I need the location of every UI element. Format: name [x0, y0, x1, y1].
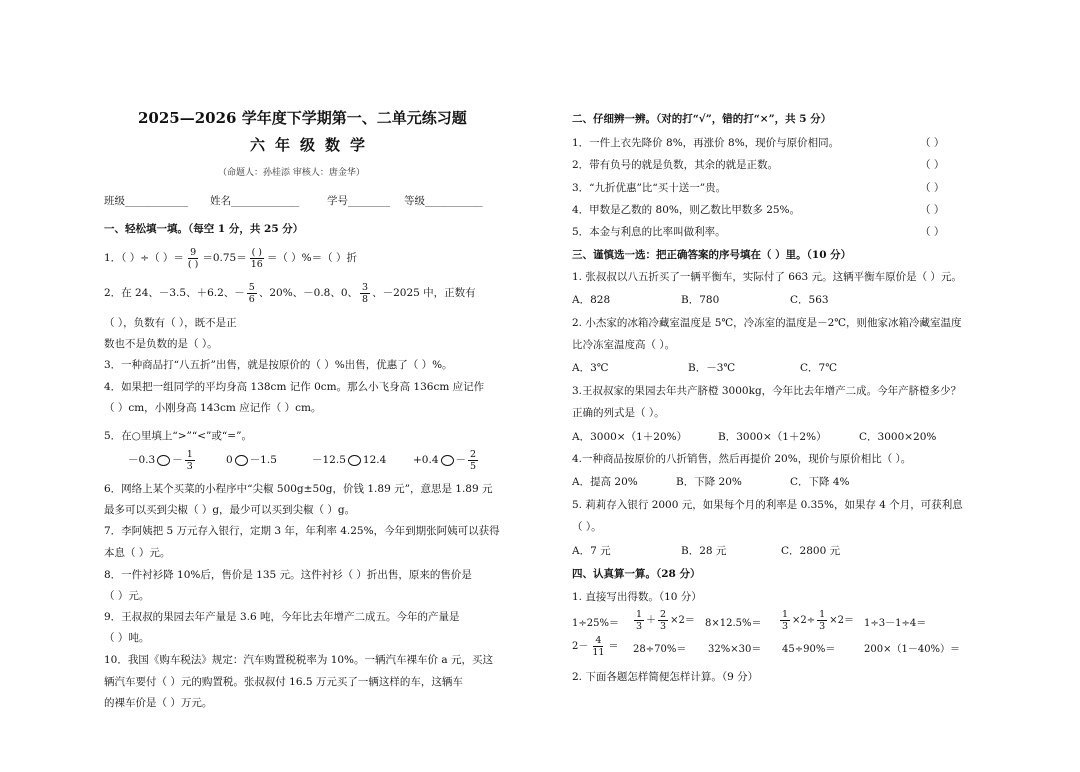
exam-title: 2025—2026 学年度下学期第一、二单元练习题: [138, 109, 467, 127]
choice-4-option-a[interactable]: A．提高 20%: [572, 476, 638, 488]
question-4-line-2: （ ）cm，小刚身高 143cm 应记作（ ）cm。: [104, 402, 322, 414]
calc-2-1-tail: ＝: [608, 641, 619, 652]
choice-3-option-a[interactable]: A．3000×（1＋20%）: [572, 431, 688, 443]
q2-fraction-1: [247, 282, 257, 305]
calc-1-4-tail: ×2＝: [829, 615, 854, 626]
q2-fraction-2: [360, 282, 370, 305]
section-3-heading: 三、谨慎选一选：把正确答案的序号填在（ ）里。（10 分）: [572, 249, 852, 261]
q5-item-1-denominator: 3: [186, 460, 193, 472]
question-8-line-1: 8．一件衬衫降 10%后，售价是 135 元。这件衬衫（ ）折出售，原来的售价是: [104, 569, 472, 581]
q5-item-2-left: 0: [226, 454, 233, 466]
calc-2-1-den: 11: [592, 647, 605, 658]
q5-item-4-numerator: 2: [470, 448, 477, 460]
choice-3-option-b[interactable]: B．3000×（1＋2%）: [718, 431, 827, 443]
q5-item-1-numerator: 1: [186, 448, 193, 460]
choice-4: 4.一种商品按原价的八折销售，然后再提价 20%，现价与原价相比（ ）。: [572, 453, 912, 465]
calc-2-1-fraction: [590, 635, 606, 658]
exam-subject: 六年级数学: [250, 136, 376, 154]
calc-1-2-fraction-b: [658, 609, 668, 632]
choice-2-line-2: 比冷冻室温度高（ ）。: [572, 339, 676, 351]
question-5: 5．在○里填上“>”“<”或“=”。: [104, 430, 252, 442]
tf-answer-4[interactable]: （ ）: [920, 204, 945, 216]
q5-item-1: [128, 445, 197, 475]
calc-1-3: 8×12.5%＝: [705, 618, 762, 629]
q2-f2-numerator: 3: [362, 281, 369, 293]
calc-1-2-tail: ×2＝: [670, 615, 695, 626]
tf-answer-2[interactable]: （ ）: [920, 159, 945, 171]
q1-part-c: ＝（ ）%＝（ ）折: [266, 252, 357, 264]
calc-1-2: $\frac{1}{3}$ ＋ $\frac{2}{3}$ ×2＝: [636, 609, 695, 632]
question-7-line-1: 7．李阿姨把 5 万元存入银行，定期 3 年，年利率 4.25%，今年到期张阿姨可以获得: [104, 525, 500, 537]
calc-1-4-mid: ×2÷: [792, 615, 816, 626]
tf-item-4: 4．甲数是乙数的 80%，则乙数比甲数多 25%。: [572, 204, 801, 216]
choice-1-option-c[interactable]: C．563: [790, 294, 829, 306]
q5-item-3: [312, 445, 386, 475]
q5-item-1-fraction: [185, 449, 195, 472]
question-9-line-2: （ ）吨。: [104, 632, 150, 644]
calc-1-4-fraction-b: [817, 609, 827, 632]
compare-circle[interactable]: [235, 455, 248, 466]
question-8-line-2: （ ）元。: [104, 590, 150, 602]
q1-f2-numerator: ( ): [251, 246, 262, 258]
calc-1-5: 1÷3－1÷4＝: [864, 618, 927, 629]
tf-item-5: 5．本金与利息的比率叫做利率。: [572, 226, 726, 238]
calc-2-1-pre: 2－: [572, 641, 589, 652]
section-4-heading: 四、认真算一算。（28 分）: [572, 568, 701, 580]
calc-part-1-heading: 1. 直接写出得数。（10 分）: [572, 591, 702, 603]
q5-item-2: [226, 445, 277, 475]
choice-1: 1. 张叔叔以八五折买了一辆平衡车，实际付了 663 元。这辆平衡车原价是（ ）元。: [572, 271, 962, 283]
tf-item-1: 1．一件上衣先降价 8%，再涨价 8%，现价与原价相同。: [572, 137, 840, 149]
calc-2-1-num: 4: [595, 635, 602, 646]
tf-answer-5[interactable]: （ ）: [920, 226, 945, 238]
choice-5-line-2: （ ）。: [572, 521, 602, 533]
choice-2-line-1: 2. 小杰家的冰箱冷藏室温度是 5℃，冷冻室的温度是－2℃，则他家冰箱冷藏室温度: [572, 317, 962, 329]
calc-1-1: 1÷25%＝: [572, 618, 619, 629]
choice-5-option-c[interactable]: C．2800 元: [781, 545, 841, 557]
question-6-line-1: 6．网络上某个买菜的小程序中“尖椒 500g±50g，价钱 1.89 元”，意思是 1.89 元: [104, 483, 493, 495]
calc-1-4-fa-den: 3: [782, 621, 789, 632]
compare-circle[interactable]: [348, 455, 361, 466]
question-2: [104, 278, 476, 308]
choice-3-line-2: 正确的列式是（ ）。: [572, 407, 665, 419]
choice-5-option-a[interactable]: A．7 元: [572, 545, 611, 557]
calc-2-4: 45÷90%＝: [782, 644, 836, 655]
choice-3-line-1: 3.王叔叔家的果园去年共产脐橙 3000kg，今年比去年增产二成。今年产脐橙多少？: [572, 385, 962, 397]
calc-1-2-fb-den: 3: [660, 621, 667, 632]
calc-2-5: 200×（1－40%）＝: [864, 644, 961, 655]
field-grade[interactable]: 等级___________: [404, 195, 483, 207]
choice-2-option-a[interactable]: A．3℃: [572, 362, 609, 374]
field-class[interactable]: 班级____________: [104, 195, 188, 207]
section-2-heading: 二、仔细辨一辨。（对的打“√”，错的打“×”，共 5 分）: [572, 113, 832, 125]
calc-1-2-fraction-a: [634, 609, 644, 632]
calc-1-2-fb-num: 2: [660, 609, 667, 620]
q2-f2-denominator: 8: [362, 293, 369, 305]
q2-part-c: 、－2025 中，正数有: [372, 287, 476, 299]
calc-1-4-fa-num: 1: [782, 609, 789, 620]
question-4-line-1: 4．如果把一组同学的平均身高 138cm 记作 0cm。那么小飞身高 136cm 应记作: [104, 381, 485, 393]
question-6-line-2: 最多可以买到尖椒（ ）g，最少可以买到尖椒（ ）g。: [104, 504, 356, 516]
compare-circle[interactable]: [157, 455, 170, 466]
choice-1-option-b[interactable]: B．780: [681, 294, 720, 306]
tf-item-2: 2．带有负号的就是负数，其余的就是正数。: [572, 159, 779, 171]
calc-1-4: [778, 606, 854, 636]
calc-1-4-fb-num: 1: [819, 609, 826, 620]
question-10-line-3: 的裸车价是（ ）万元。: [104, 697, 213, 709]
question-3: 3．一种商品打“八五折”出售，就是按原价的（ ）%出售，优惠了（ ）%。: [104, 359, 453, 371]
q1-f2-denominator: 16: [250, 258, 263, 270]
calc-2-3: 32%×30＝: [708, 644, 762, 655]
q5-item-3-right: 12.4: [362, 454, 387, 466]
tf-answer-1[interactable]: （ ）: [920, 137, 945, 149]
q5-item-3-left: －12.5: [312, 454, 346, 466]
question-2-line-2: （ ），负数有（ ），既不是正: [104, 317, 237, 329]
question-10-line-1: 10．我国《购车税法》规定：汽车购置税税率为 10%。一辆汽车裸车价 a 元，买这: [104, 654, 493, 666]
calc-2-1: [572, 632, 618, 662]
choice-3-option-c[interactable]: C．3000×20%: [859, 431, 937, 443]
choice-5-line-1: 5. 莉莉存入银行 2000 元，如果每个月的利率是 0.35%，如果存 4 个月，可获利息: [572, 499, 963, 511]
question-7-line-2: 本息（ ）元。: [104, 547, 171, 559]
question-1: [104, 243, 357, 273]
question-9-line-1: 9．王叔叔的果园去年产量是 3.6 吨，今年比去年增产二成五。今年的产量是: [104, 611, 460, 623]
choice-2-option-b[interactable]: B．－3℃: [688, 362, 736, 374]
choice-4-option-b[interactable]: B．下降 20%: [676, 476, 742, 488]
tf-answer-3[interactable]: （ ）: [920, 182, 945, 194]
calc-2-2: 28÷70%＝: [633, 644, 687, 655]
q5-item-4-left: +0.4: [413, 454, 439, 466]
q1-part-a: 1．（ ）÷（ ）＝: [104, 252, 184, 264]
q2-part-b: 、20%、－0.8、0、: [258, 287, 359, 299]
calc-part-2-heading: 2. 下面各题怎样简便怎样计算。（9 分）: [572, 671, 759, 683]
q1-fraction-2: [249, 247, 265, 270]
calc-1-4-fraction-a: [780, 609, 790, 632]
choice-4-option-c[interactable]: C．下降 4%: [790, 476, 850, 488]
q2-part-a: 2．在 24、－3.5、＋6.2、－: [104, 287, 245, 299]
question-10-line-2: 辆汽车要付（ ）元的购置税。张叔叔付 16.5 万元买了一辆这样的车，这辆车: [104, 676, 463, 688]
calc-1-2-fa-num: 1: [636, 609, 643, 620]
q5-item-4: [413, 445, 480, 475]
q5-item-4-sign: －: [455, 454, 466, 466]
exam-authors: （命题人：孙桂添 审核人：唐金华）: [218, 168, 365, 178]
tf-item-3: 3．“九折优惠”比“买十送一”贵。: [572, 182, 727, 194]
q5-item-1-left: －0.3: [128, 454, 156, 466]
q1-f1-denominator: ( ): [187, 258, 199, 270]
compare-circle[interactable]: [441, 455, 454, 466]
field-name[interactable]: 姓名_____________: [210, 195, 300, 207]
q5-item-4-fraction: [468, 449, 478, 472]
calc-1-2-fa-den: 3: [636, 621, 643, 632]
q5-item-2-right: －1.5: [249, 454, 277, 466]
section-1-heading: 一、轻松填一填。（每空 1 分，共 25 分）: [104, 223, 304, 235]
calc-1-4-fb-den: 3: [819, 621, 826, 632]
choice-2-option-c[interactable]: C．7℃: [800, 362, 837, 374]
field-number[interactable]: 学号________: [327, 195, 390, 207]
q1-part-b: ＝0.75＝: [202, 252, 247, 264]
choice-1-option-a[interactable]: A．828: [572, 294, 611, 306]
q5-item-4-denominator: 5: [470, 460, 477, 472]
q5-item-1-sign: －: [172, 454, 183, 466]
choice-5-option-b[interactable]: B．28 元: [681, 545, 727, 557]
q2-f1-denominator: 6: [248, 293, 255, 305]
q1-f1-numerator: 9: [190, 246, 197, 258]
q1-fraction-1: [186, 247, 200, 270]
q2-f1-numerator: 5: [248, 281, 255, 293]
question-2-line-3: 数也不是负数的是（ ）。: [104, 338, 218, 350]
